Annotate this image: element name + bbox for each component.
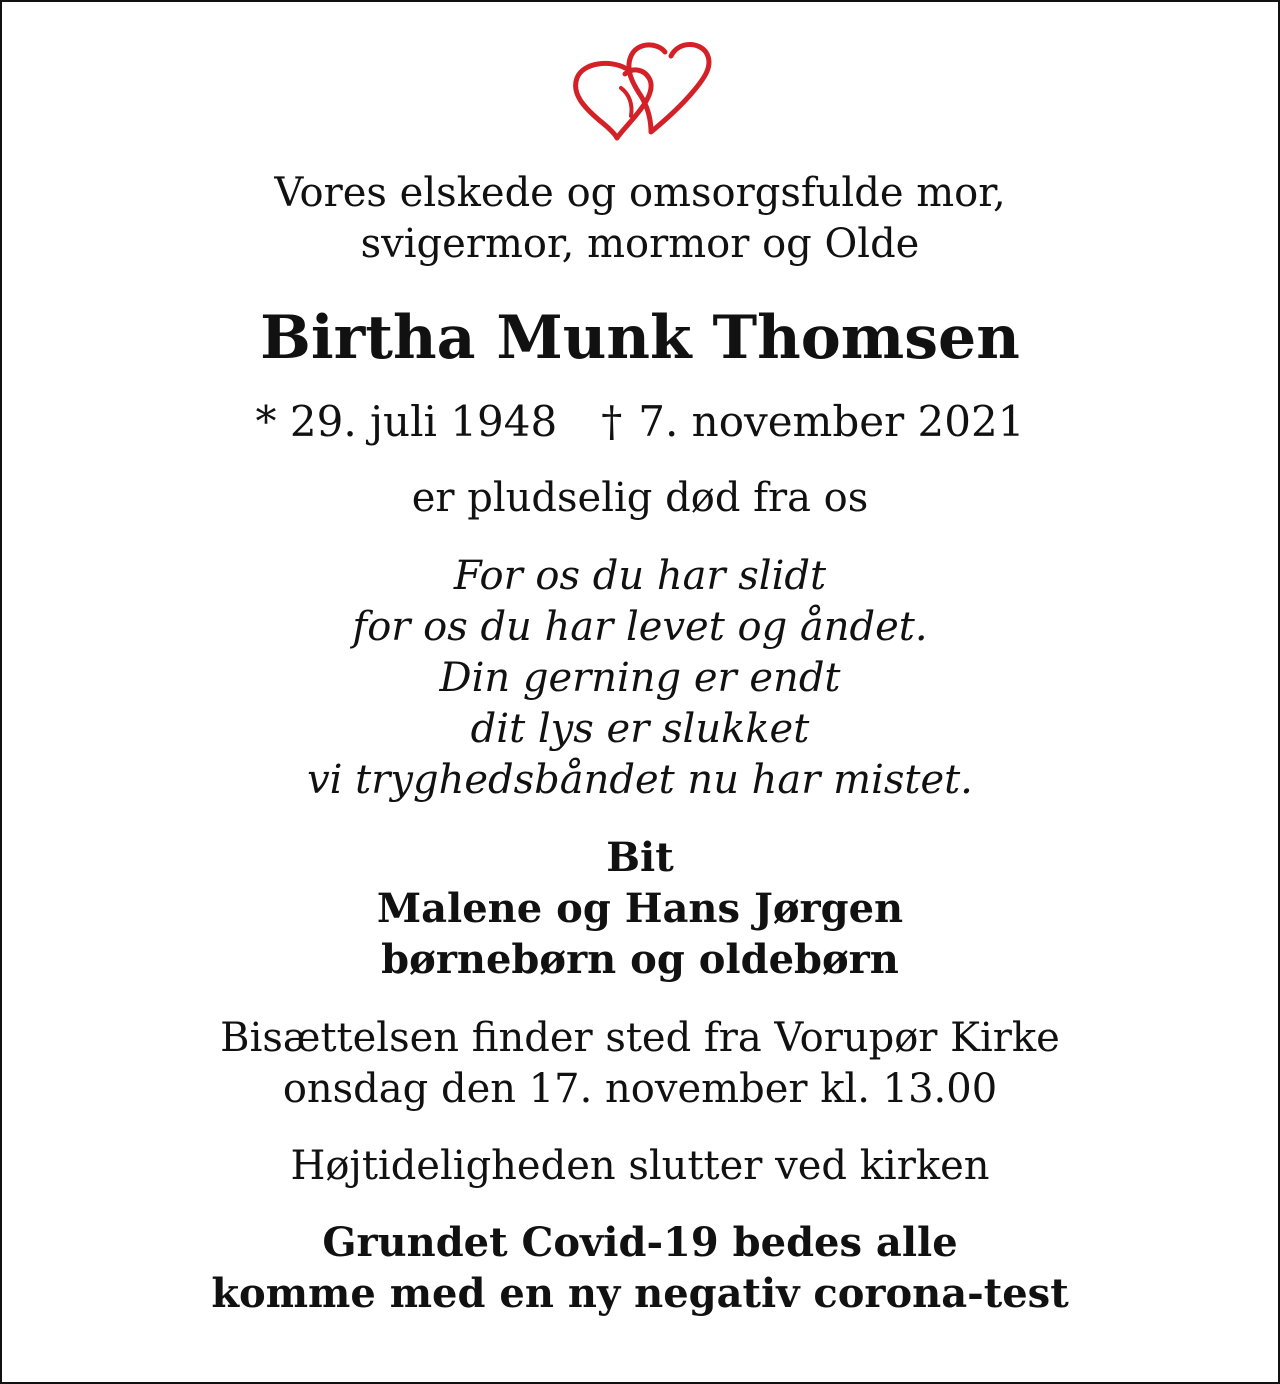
intertwined-hearts-icon <box>567 38 717 144</box>
verse-line: for os du har levet og åndet. <box>352 604 928 650</box>
intro-text <box>2 168 1278 270</box>
funeral-service-info <box>2 1013 1278 1115</box>
death-cross-symbol: † <box>601 397 623 446</box>
verse-line: Din gerning er endt <box>439 655 841 701</box>
service-location: Bisættelsen finder sted fra Vorupør Kirke <box>220 1015 1060 1061</box>
covid-line-1: Grundet Covid-19 bedes alle <box>322 1219 958 1266</box>
verse-line: For os du har slidt <box>453 553 827 599</box>
family-line: Bit <box>606 834 674 881</box>
family-line: Malene og Hans Jørgen <box>376 885 904 932</box>
intro-line-2: svigermor, mormor og Olde <box>360 221 920 267</box>
ceremony-closing-note: Højtideligheden slutter ved kirken <box>290 1143 990 1189</box>
verse-line: dit lys er slukket <box>470 706 810 752</box>
service-datetime: onsdag den 17. november kl. 13.00 <box>282 1066 998 1112</box>
covid-line-2: komme med en ny negativ corona-test <box>211 1270 1069 1317</box>
passing-message: er pludselig død fra os <box>411 475 869 521</box>
left-heart-outline <box>576 63 651 138</box>
family-signatures <box>2 832 1278 985</box>
covid-notice <box>2 1217 1278 1319</box>
family-line: børnebørn og oldebørn <box>381 936 899 983</box>
life-dates <box>2 394 1278 450</box>
birth-symbol: * <box>255 397 277 446</box>
memorial-verse <box>2 551 1278 806</box>
birth-date: 29. juli 1948 <box>289 397 558 446</box>
right-heart-outline <box>629 45 709 133</box>
deceased-name: Birtha Munk Thomsen <box>260 303 1020 373</box>
verse-line: vi tryghedsbåndet nu har mistet. <box>307 757 973 803</box>
heart-ribbon-twist <box>621 88 632 116</box>
intro-line-1: Vores elskede og omsorgsfulde mor, <box>274 170 1006 216</box>
death-date: 7. november 2021 <box>638 397 1025 446</box>
